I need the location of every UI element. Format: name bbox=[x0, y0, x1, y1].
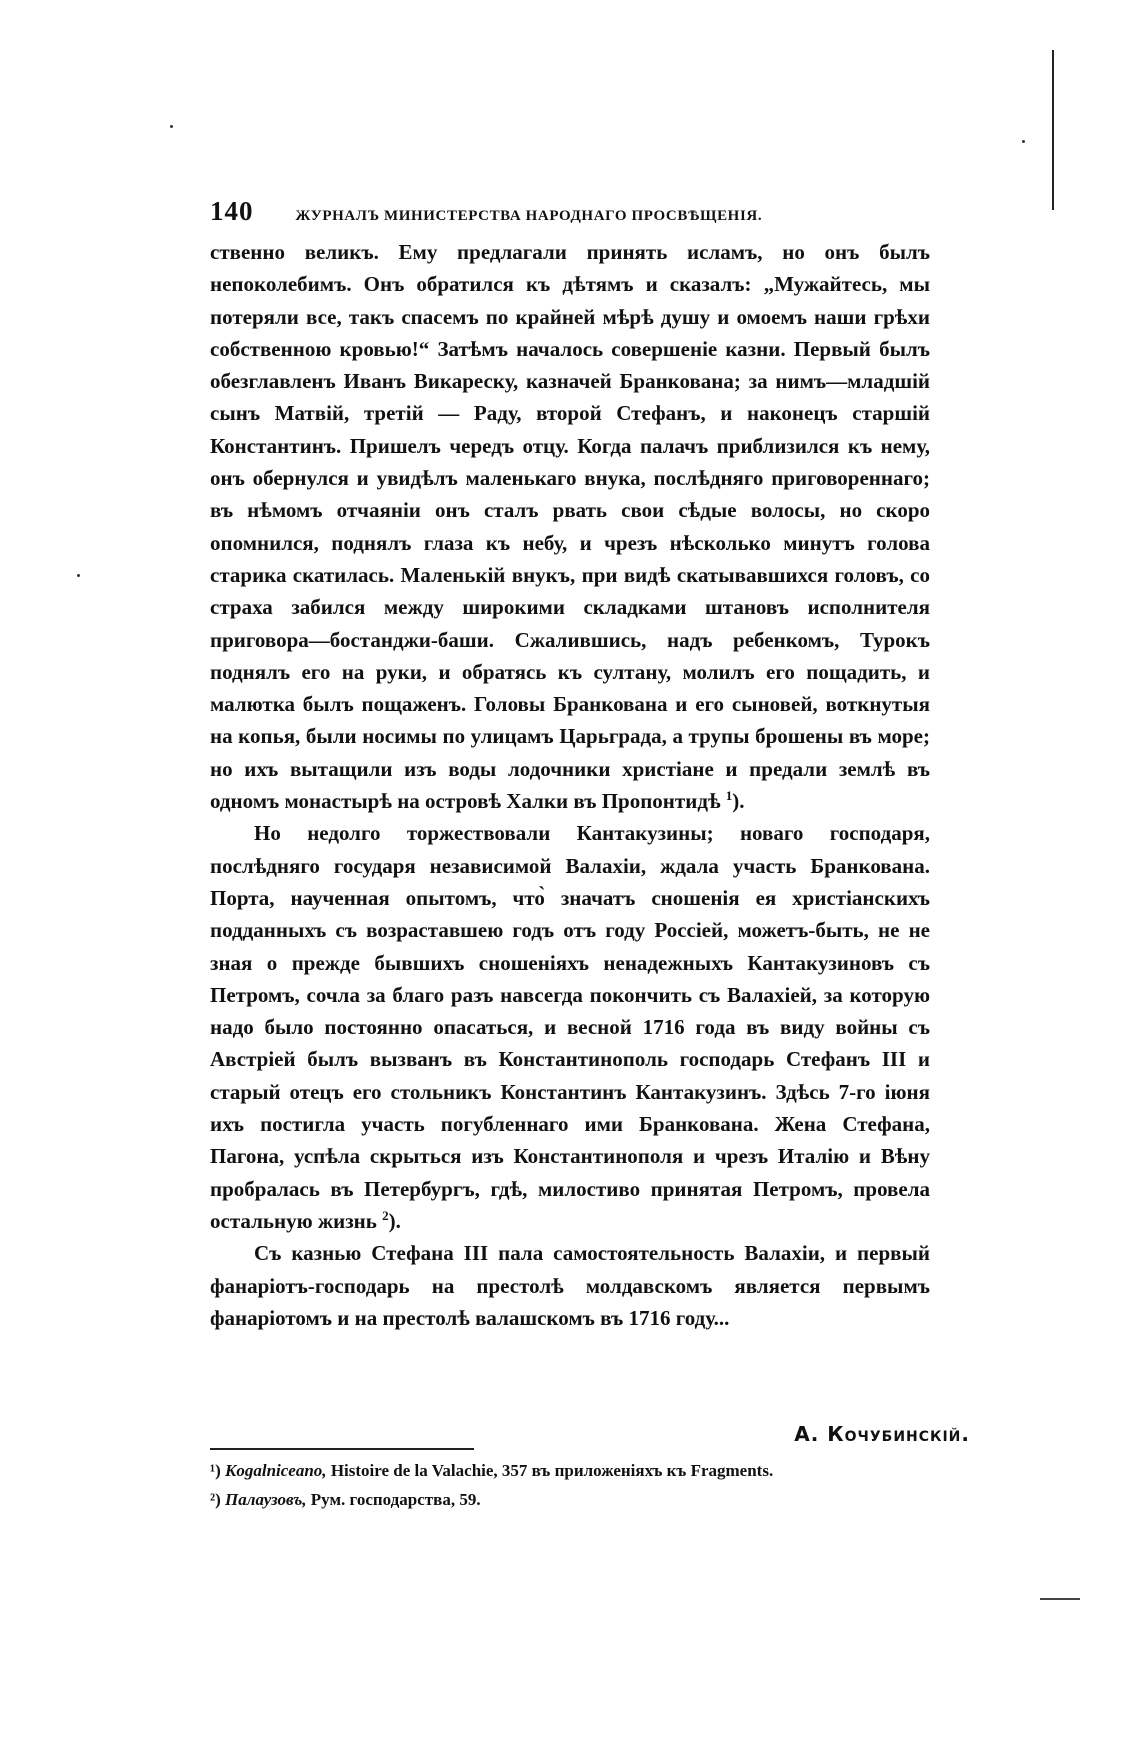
footnote-text: Рум. господарства, 59. bbox=[310, 1490, 481, 1509]
paragraph bbox=[210, 1237, 930, 1334]
footnote-ref[interactable]: 2 bbox=[382, 1207, 389, 1223]
footnote-ref-tail: ). bbox=[732, 789, 745, 814]
footnote-ref-tail: ). bbox=[388, 1208, 401, 1233]
author-signature: А. Кочубинскій. bbox=[794, 1422, 970, 1446]
footnote-author: Палаузовъ, bbox=[225, 1490, 307, 1509]
scan-edge-mark bbox=[1052, 50, 1054, 210]
paragraph-text: Съ казнью Стефана III пала самостоятельность Валахіи, и первый фанаріотъ-господарь на престолѣ молдавскомъ является первымъ фанаріотомъ и на престолѣ валашскомъ въ 1716 году... bbox=[210, 1241, 930, 1330]
footnote-marker: ¹) bbox=[210, 1461, 221, 1480]
paragraph bbox=[210, 236, 930, 817]
running-title: ЖУРНАЛЪ МИНИСТЕРСТВА НАРОДНАГО ПРОСВѢЩЕНІЯ. bbox=[295, 208, 763, 224]
page-header bbox=[210, 196, 930, 227]
footnote-ref[interactable]: 1 bbox=[725, 788, 733, 804]
footnote bbox=[210, 1458, 930, 1483]
paragraph-text: ственно великъ. Ему предлагали принять исламъ, но онъ былъ непоколебимъ. Онъ обратился къ дѣтямъ и сказалъ: „Мужайтесь, мы потеряли все, такъ спасемъ по крайней мѣрѣ душу и омоемъ наши грѣхи собственною кровью!“ Затѣмъ началось совершеніе казни. Первый былъ обезглавленъ Иванъ Викареску, казначей Бранкована; за нимъ—младшій сынъ Матвій, третій — Раду, второй Стефанъ, и наконецъ старшій Константинъ. Пришелъ чередъ отцу. Когда палачъ приблизился къ нему, онъ обернулся и увидѣлъ маленькаго внука, послѣдняго приговореннаго; въ нѣмомъ отчаяніи онъ сталъ рвать свои сѣдые волосы, но скоро опомнился, поднялъ глаза къ небу, и чрезъ нѣсколько минутъ голова старика скатилась. Маленькій внукъ, при видѣ скатывавшихся головъ, со страха забился между широкими складками штановъ исполнителя приговора—бостанджи-баши. Сжалившись, надъ ребенкомъ, Турокъ поднялъ его на руки, и обратясь къ султану, молилъ его пощадить, и малютка былъ пощаженъ. Головы Бранкована и его сыновей, воткнутыя на копья, были носимы по улицамъ Царьграда, а трупы брошены въ море; но ихъ вытащили изъ воды лодочники христіане и предали землѣ въ одномъ монастырѣ на островѣ Халки въ Пропонтидѣ bbox=[210, 240, 930, 814]
paragraph bbox=[210, 817, 930, 1237]
article-body bbox=[210, 236, 930, 1334]
footnote-text: Histoire de la Valachie, 357 въ приложеніяхъ къ Fragments. bbox=[330, 1461, 774, 1480]
scan-edge-mark bbox=[1040, 1598, 1080, 1600]
footnote-divider bbox=[210, 1448, 474, 1450]
footnote-author: Kogalniceano, bbox=[225, 1461, 327, 1480]
paragraph-text: Но недолго торжествовали Кантакузины; новаго господаря, послѣдняго государя независимой Валахіи, ждала участь Бранкована. Порта, наученная опытомъ, что̀ значатъ сношенія ея христіанскихъ подданныхъ съ возраставшею годъ отъ году Россіей, можетъ-быть, не не зная о прежде бывшихъ сношеніяхъ ненадежныхъ Кантакузиновъ съ Петромъ, сочла за благо разъ навсегда покончить съ Валахіей, за которую надо было постоянно опасаться, и весной 1716 года въ виду войны съ Австріей былъ вызванъ въ Константинополь господарь Стефанъ III и старый отецъ его стольникъ Константинъ Кантакузинъ. Здѣсь 7-го іюня ихъ постигла участь погубленнаго ими Бранкована. Жена Стефана, Пагона, успѣла скрыться изъ Константинополя и чрезъ Италію и Вѣну пробралась въ Петербургъ, гдѣ, милостиво принятая Петромъ, провела остальную жизнь bbox=[210, 821, 930, 1233]
scan-speck bbox=[77, 574, 80, 577]
page-number: 140 bbox=[210, 196, 254, 226]
scan-speck bbox=[1022, 140, 1025, 143]
footnotes bbox=[210, 1458, 930, 1516]
footnote-marker: ²) bbox=[210, 1490, 221, 1509]
scan-speck bbox=[170, 125, 173, 128]
footnote bbox=[210, 1487, 930, 1512]
